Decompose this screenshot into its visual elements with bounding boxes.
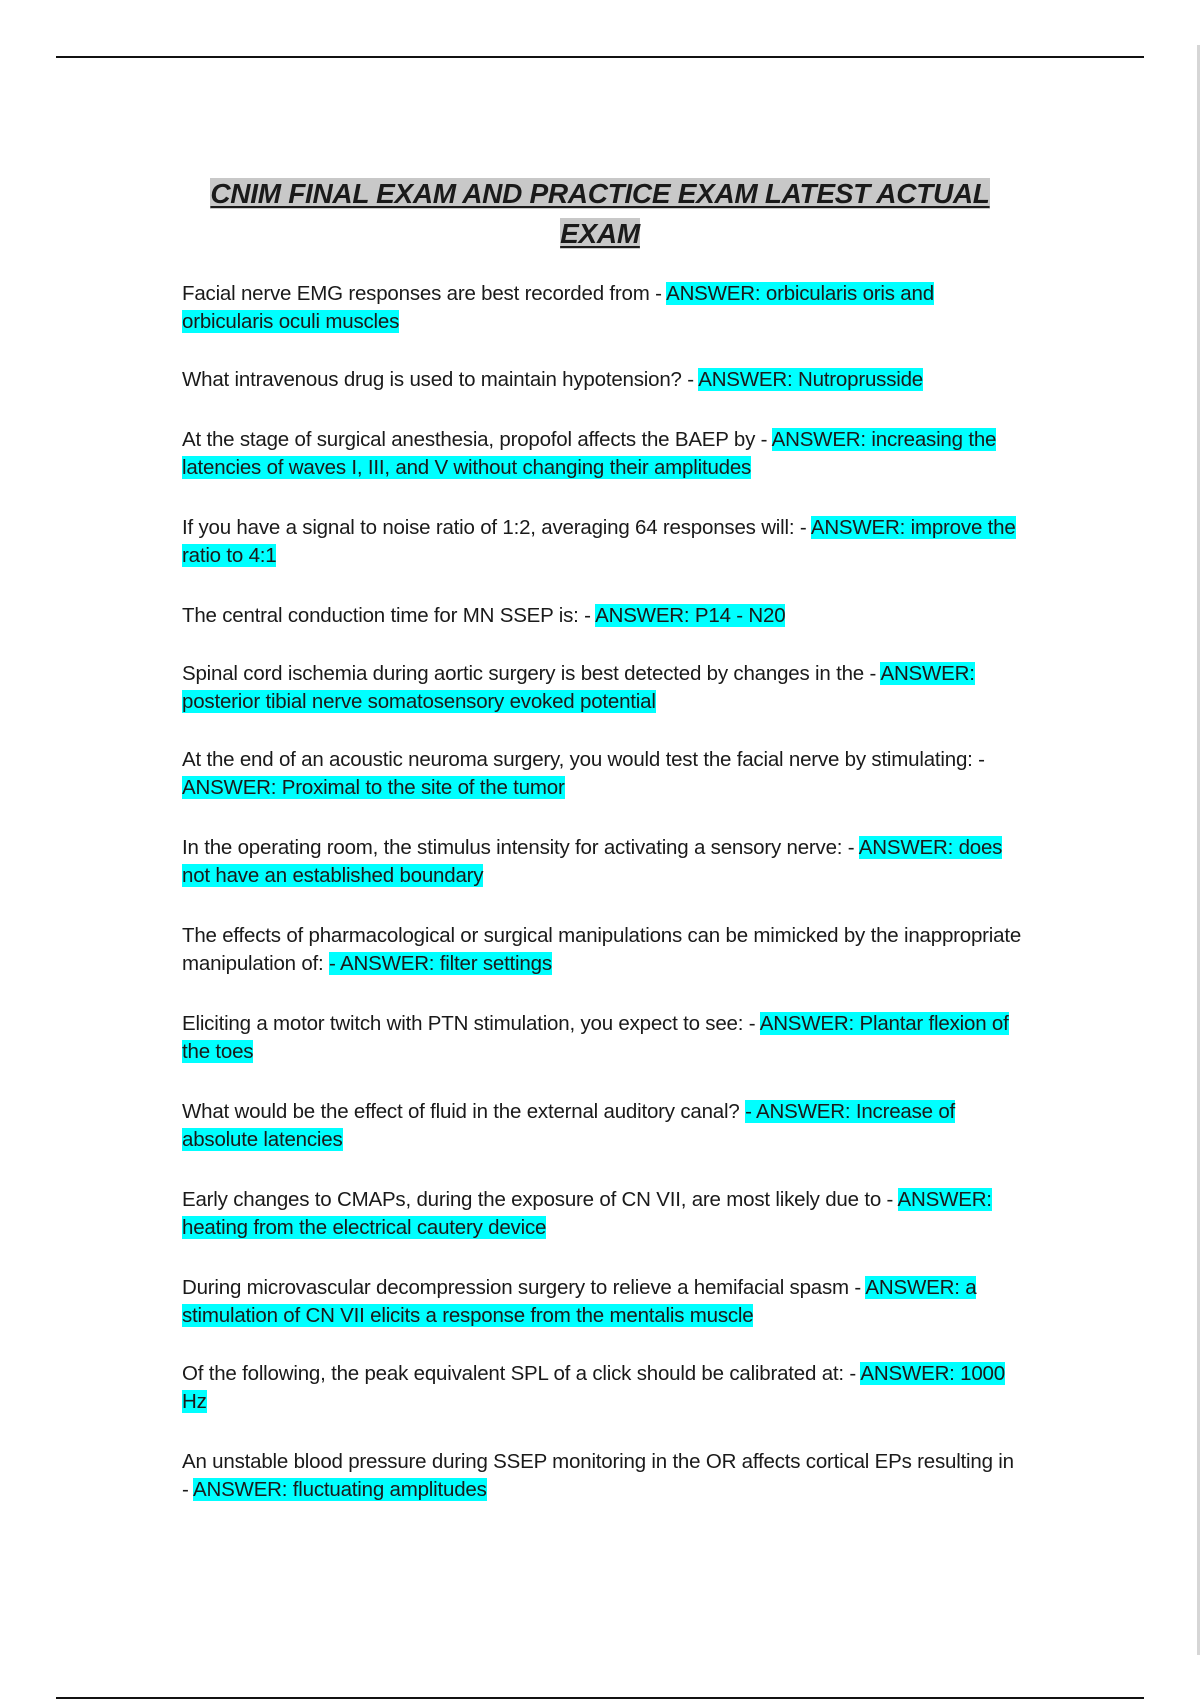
answer-text: - ANSWER: Increase of absolute latencies (182, 1100, 956, 1151)
qa-item (182, 1186, 1022, 1242)
qa-item (182, 1010, 1022, 1066)
answer-text: ANSWER: P14 - N20 (595, 604, 786, 627)
qa-item (182, 922, 1022, 978)
qa-item (182, 660, 1022, 716)
answer-text: ANSWER: 1000 Hz (182, 1362, 1005, 1413)
qa-item (182, 1274, 1022, 1330)
qa-item (182, 746, 1022, 802)
answer-text: ANSWER: increasing the latencies of waves I, III, and V without changing their amplitudes (182, 428, 997, 479)
question-text: What would be the effect of fluid in the external auditory canal? (182, 1100, 746, 1123)
question-answer-list (182, 280, 1022, 1504)
answer-text: - ANSWER: filter settings (329, 952, 552, 975)
qa-item (182, 1448, 1022, 1504)
qa-item (182, 366, 1022, 394)
question-text: An unstable blood pressure during SSEP monitoring in the OR affects cortical EPs resulting in - (182, 1450, 1014, 1501)
top-rule (56, 56, 1144, 58)
question-text: What intravenous drug is used to maintain hypotension? - (182, 368, 699, 391)
answer-text: ANSWER: Plantar flexion of the toes (182, 1012, 1009, 1063)
qa-item (182, 426, 1022, 482)
question-text: Facial nerve EMG responses are best recorded from - (182, 282, 667, 305)
document-title-text: CNIM FINAL EXAM AND PRACTICE EXAM LATEST ACTUAL EXAM (210, 178, 990, 249)
answer-text: ANSWER: improve the ratio to 4:1 (182, 516, 1016, 567)
question-text: At the stage of surgical anesthesia, propofol affects the BAEP by - (182, 428, 772, 451)
answer-text: ANSWER: Nutroprusside (698, 368, 924, 391)
answer-text: ANSWER: fluctuating amplitudes (193, 1478, 487, 1501)
question-text: Spinal cord ischemia during aortic surgery is best detected by changes in the - (182, 662, 881, 685)
answer-text: ANSWER: heating from the electrical cautery device (182, 1188, 992, 1239)
answer-text: ANSWER: does not have an established boundary (182, 836, 1003, 887)
question-text: Of the following, the peak equivalent SPL of a click should be calibrated at: - (182, 1362, 861, 1385)
question-text: Early changes to CMAPs, during the exposure of CN VII, are most likely due to - (182, 1188, 898, 1211)
question-text: The central conduction time for MN SSEP is: - (182, 604, 596, 627)
question-text: At the end of an acoustic neuroma surgery, you would test the facial nerve by stimulating: - (182, 748, 985, 771)
question-text: During microvascular decompression surgery to relieve a hemifacial spasm - (182, 1276, 866, 1299)
qa-item (182, 280, 1022, 336)
question-text: The effects of pharmacological or surgical manipulations can be mimicked by the inappropriate manipulation of: (182, 924, 1022, 975)
document-title (170, 174, 1030, 254)
qa-item (182, 1360, 1022, 1416)
answer-text: ANSWER: posterior tibial nerve somatosensory evoked potential (182, 662, 975, 713)
qa-item (182, 602, 1022, 630)
qa-item (182, 514, 1022, 570)
qa-item (182, 834, 1022, 890)
answer-text: ANSWER: Proximal to the site of the tumor (182, 776, 565, 799)
answer-text: ANSWER: orbicularis oris and orbicularis oculi muscles (182, 282, 934, 333)
question-text: If you have a signal to noise ratio of 1:2, averaging 64 responses will: - (182, 516, 811, 539)
qa-item (182, 1098, 1022, 1154)
answer-text: ANSWER: a stimulation of CN VII elicits a response from the mentalis muscle (182, 1276, 977, 1327)
question-text: In the operating room, the stimulus intensity for activating a sensory nerve: - (182, 836, 859, 859)
question-text: Eliciting a motor twitch with PTN stimulation, you expect to see: - (182, 1012, 760, 1035)
bottom-rule (56, 1697, 1144, 1699)
